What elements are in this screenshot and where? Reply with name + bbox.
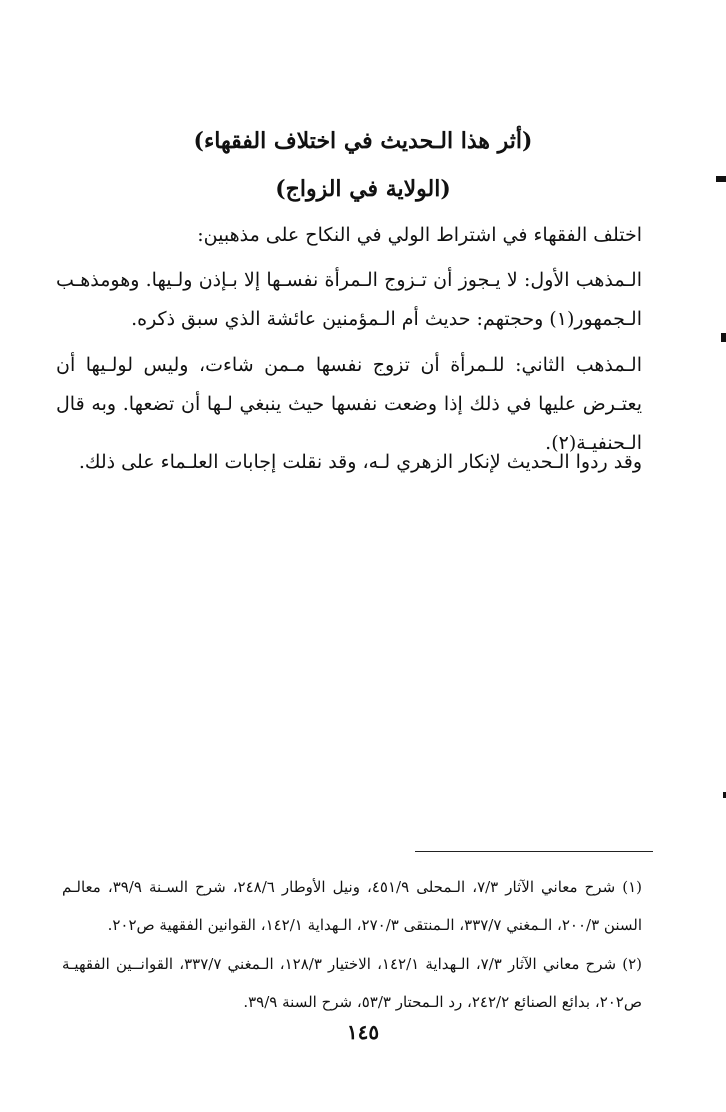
scan-edge-mark xyxy=(721,333,726,342)
section-title: (أثر هذا الـحديث في اختلاف الفقهاء) xyxy=(193,128,533,154)
subsection-title: (الولاية في الزواج) xyxy=(275,176,451,202)
paragraph-first-opinion: الـمذهب الأول: لا يـجوز أن تـزوج الـمرأة نفسـها إلا بـإذن ولـيها. وهومذهـب الـجمهور(١) وحجتهم: حديث أم الـمؤمنين عائشة الذي سبق ذكره. xyxy=(56,269,642,330)
footnote-1: (١) شرح معاني الآثار ٧/٣، الـمحلى ٤٥١/٩، ونيل الأوطار ٢٤٨/٦، شرح السـنة ٣٩/٩، معالـم السنن ٢٠٠/٣، الـمغني ٣٣٧/٧، الـمنتقى ٢٧٠/٣، الـهداية ١٤٢/١، القوانين الفقهية ص٢٠٢. xyxy=(62,878,642,934)
footnote-separator xyxy=(415,851,653,852)
paragraph-intro: اختلف الفقهاء في اشتراط الولي في النكاح على مذهبين: xyxy=(197,224,642,246)
paragraph-second-opinion: الـمذهب الثاني: للـمرأة أن تزوج نفسها مـمن شاءت، وليس لولـيها أن يعتـرض عليها في ذلك إذا وضعت نفسها حيث ينبغي لـها أن تضعها. وبه قال الـحنفيـة(٢). xyxy=(56,354,642,454)
page-number: ١٤٥ xyxy=(346,1020,380,1044)
paragraph-rebuttal: وقد ردوا الـحديث لإنكار الزهري لـه، وقد نقلت إجابات العلـماء على ذلك. xyxy=(78,451,642,473)
footnote-2: (٢) شرح معاني الآثار ٧/٣، الـهداية ١٤٢/١، الاختيار ١٢٨/٣، الـمغني ٣٣٧/٧، القوانــين الفقهيـة ص٢٠٢، بدائع الصنائع ٢٤٢/٢، رد الـمحتار ٥٣/٣، شرح السنة ٣٩/٩. xyxy=(62,955,642,1011)
scan-edge-mark xyxy=(716,176,726,182)
